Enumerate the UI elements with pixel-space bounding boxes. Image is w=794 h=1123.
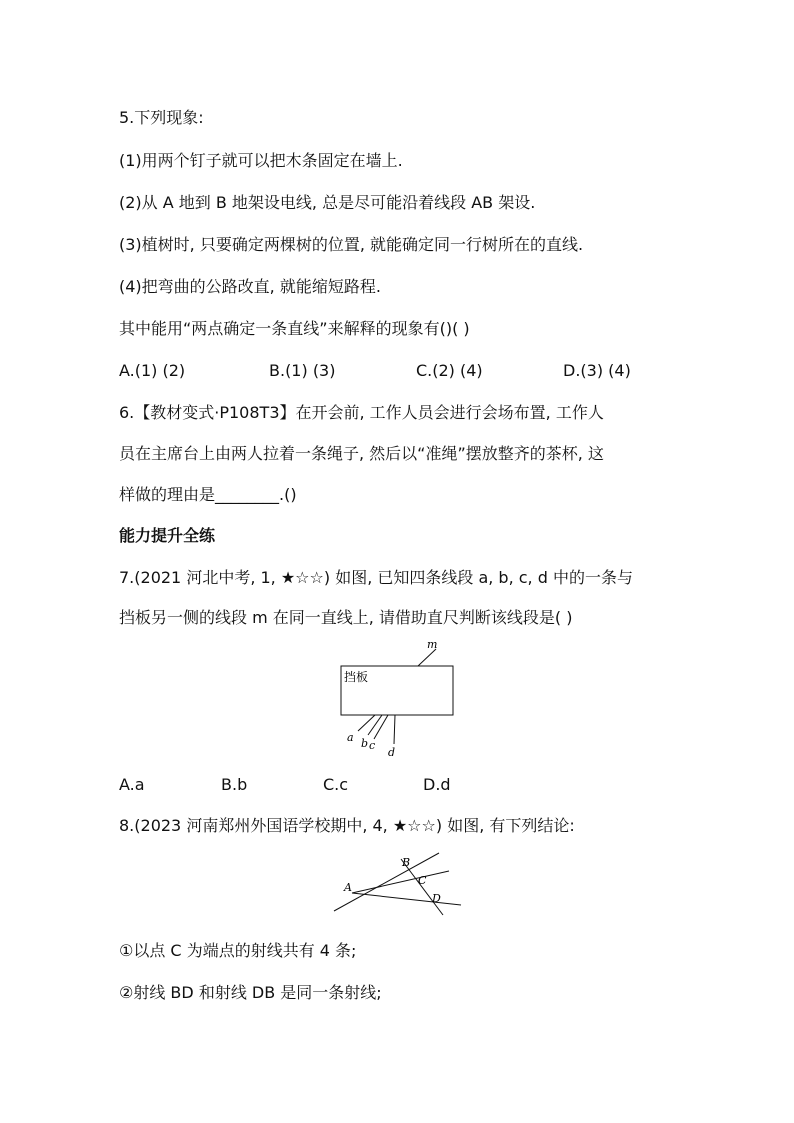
label-c: c bbox=[369, 739, 376, 752]
q5-item-4: (4)把弯曲的公路改直, 就能缩短路程. bbox=[119, 277, 381, 296]
label-a: A bbox=[344, 881, 352, 894]
q5-item-2: (2)从 A 地到 B 地架设电线, 总是尽可能沿着线段 AB 架设. bbox=[119, 193, 536, 212]
segment-b bbox=[368, 715, 382, 735]
q5-option-b: B.(1) (3) bbox=[269, 361, 336, 380]
label-d: d bbox=[388, 746, 396, 759]
q7-option-c: C.c bbox=[323, 775, 349, 794]
q7-line-1: 7.(2021 河北中考, 1, ★☆☆) 如图, 已知四条线段 a, b, c, d 中的一条与 bbox=[119, 568, 633, 587]
board-label: 挡板 bbox=[344, 670, 369, 684]
section-title: 能力提升全练 bbox=[119, 526, 216, 545]
label-a: a bbox=[347, 731, 354, 744]
q5-stem: 5.下列现象: bbox=[119, 108, 204, 127]
q5-option-a: A.(1) (2) bbox=[119, 361, 186, 380]
q7-option-b: B.b bbox=[221, 775, 248, 794]
label-b: b bbox=[361, 737, 369, 750]
q5-question: 其中能用“两点确定一条直线”来解释的现象有()( ) bbox=[119, 319, 470, 338]
q5-item-1: (1)用两个钉子就可以把木条固定在墙上. bbox=[119, 151, 403, 170]
line-ad bbox=[352, 893, 461, 905]
label-b: B bbox=[402, 856, 411, 869]
q7-option-d: D.d bbox=[423, 775, 451, 794]
segment-m bbox=[418, 649, 436, 666]
label-d: D bbox=[432, 892, 441, 905]
label-m: m bbox=[427, 638, 438, 651]
q8-line-1: 8.(2023 河南郑州外国语学校期中, 4, ★☆☆) 如图, 有下列结论: bbox=[119, 816, 575, 835]
label-c: C bbox=[418, 874, 427, 887]
segment-c bbox=[374, 715, 388, 739]
q7-figure bbox=[330, 636, 470, 762]
q7-option-a: A.a bbox=[119, 775, 145, 794]
q7-line-2: 挡板另一侧的线段 m 在同一直线上, 请借助直尺判断该线段是( ) bbox=[119, 608, 573, 627]
q8-figure bbox=[325, 848, 470, 916]
q8-conclusion-1: ①以点 C 为端点的射线共有 4 条; bbox=[119, 941, 357, 960]
q8-conclusion-2: ②射线 BD 和射线 DB 是同一条射线; bbox=[119, 983, 382, 1002]
segment-d bbox=[394, 715, 395, 744]
q5-option-d: D.(3) (4) bbox=[563, 361, 631, 380]
q6-line-3: 样做的理由是________.() bbox=[119, 485, 297, 504]
q6-line-2: 员在主席台上由两人拉着一条绳子, 然后以“准绳”摆放整齐的茶杯, 这 bbox=[119, 444, 604, 463]
q6-line-1: 6.【教材变式·P108T3】在开会前, 工作人员会进行会场布置, 工作人 bbox=[119, 403, 604, 422]
q5-item-3: (3)植树时, 只要确定两棵树的位置, 就能确定同一行树所在的直线. bbox=[119, 235, 584, 254]
q5-option-c: C.(2) (4) bbox=[416, 361, 483, 380]
